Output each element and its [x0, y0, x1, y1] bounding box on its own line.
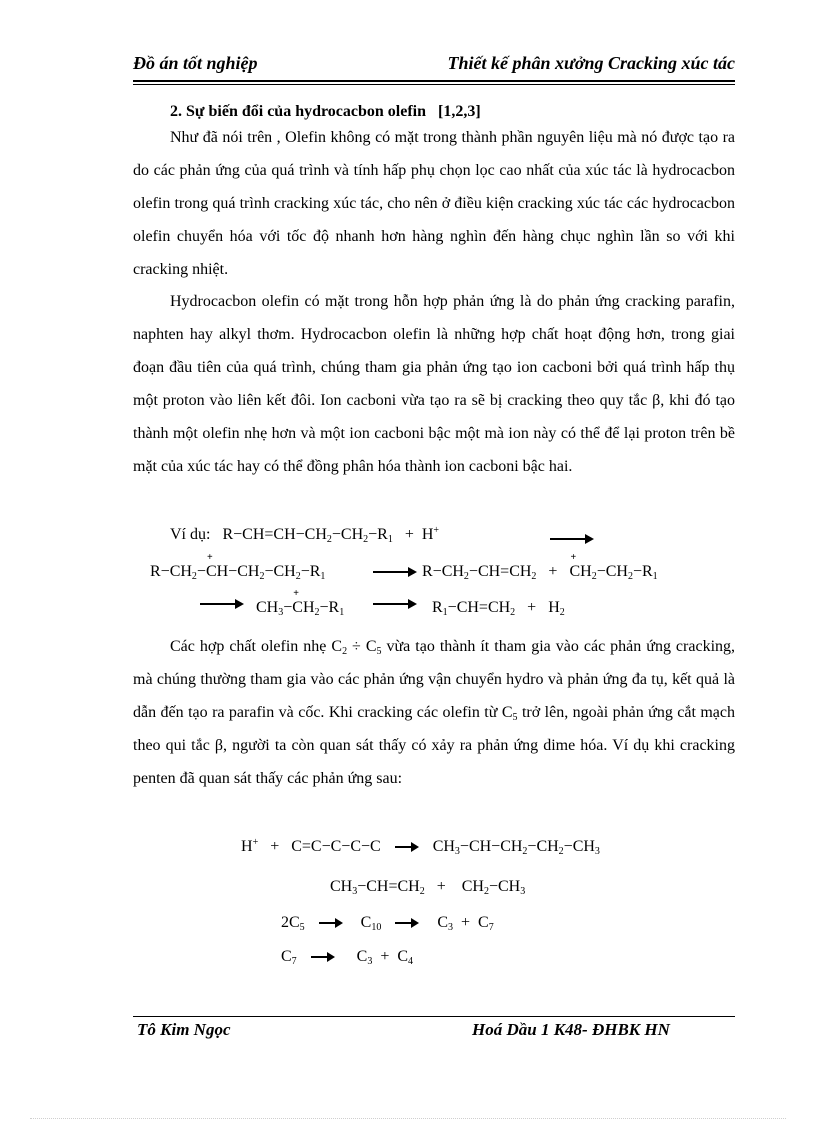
- paragraph-3-text-c: trở lên, ngoài phản ứng cắt mạch theo qui tắc β, người ta còn quan sát thấy có xảy ra phản ứng dime hóa. Ví dụ khi cracking penten đã quan sát thấy các phản ứng sau:: [133, 704, 735, 787]
- paragraph-3-text-a: Các hợp chất olefin nhẹ: [170, 638, 332, 655]
- section-heading: [170, 103, 481, 121]
- paragraph-2-text: Hydrocacbon olefin có mặt trong hỗn hợp phản ứng là do phản ứng cracking parafin, naphten hay alkyl thơm. Hydrocacbon olefin là những hợp chất hoạt động hơn, trong giai đoạn đầu tiên của quá trình, chúng tham gia phản ứng tạo ion cacboni bởi quá trình hấp thụ một proton vào liên kết đôi. Ion cacboni vừa tạo ra sẽ bị cracking theo quy tắc β, khi đó tạo thành một olefin nhẹ hơn và một ion cacboni bậc một mà ion này có thể để lại proton trên bề mặt của xúc tác hay có thể đồng phân hóa thành ion cacboni bậc hai.: [133, 293, 735, 475]
- section-refs: [1,2,3]: [438, 103, 481, 120]
- example-equation-3-products: $R_1-CH=CH_2 + H_2$: [432, 599, 565, 618]
- page-header: [133, 53, 735, 79]
- section-title: 2. Sự biến đổi của hydrocacbon olefin: [170, 103, 427, 120]
- example-label: Ví dụ:: [170, 526, 211, 543]
- reaction-3: $2C_5$ $C_{10}$ $C_3 + C_7$: [281, 914, 494, 933]
- footer-rule: [133, 1016, 735, 1017]
- header-right: Thiết kế phân xưởng Cracking xúc tác: [447, 53, 735, 73]
- example-equation-3: $CH_3-+ CH_2-R_1$: [256, 599, 344, 617]
- header-rule: [133, 80, 735, 82]
- paragraph-2: [133, 285, 735, 483]
- header-rule-thin: [133, 84, 735, 85]
- example-equation-2: $R-CH_2-+ CH-CH_2-CH_2-R_1$: [150, 563, 325, 581]
- reaction-4: $C_7$ $C_3 + C_4$: [281, 948, 414, 967]
- paragraph-3-text-b: vừa tạo thành ít tham gia vào các phản ứng cracking, mà chúng thường tham gia vào các phản ứng vận chuyển hydro và phản ứng đa tụ, kết quả là dẫn đến tạo ra parafin và cốc. Khi cracking các olefin từ: [133, 638, 736, 721]
- reaction-2: $CH_3-CH=CH_2$ + $CH_2-CH_3$: [330, 878, 526, 897]
- paragraph-1-text: Như đã nói trên , Olefin không có mặt trong thành phần nguyên liệu mà nó được tạo ra do các phản ứng của quá trình và tính hấp phụ chọn lọc cao nhất của xúc tác là hydrocacbon olefin trong quá trình cracking xúc tác, cho nên ở điều kiện cracking xúc tác các hydrocacbon olefin chuyển hóa với tốc độ nhanh hơn hàng nghìn đến hàng chục nghìn lần so với khi cracking nhiệt.: [133, 129, 735, 278]
- header-left: Đồ án tốt nghiệp: [133, 53, 258, 73]
- paragraph-1: [133, 121, 735, 286]
- reaction-arrow: [373, 571, 415, 573]
- reaction-arrow: [373, 603, 415, 605]
- example-equation-2-products: $R-CH_2-CH=CH_2$ + + $CH_2-CH_2-R_1$: [422, 563, 658, 581]
- paragraph-3: Các hợp chất olefin nhẹ $C_2 \div C_5$ vừa tạo thành ít tham gia vào các phản ứng cracking, mà chúng thường tham gia vào các phản ứng vận chuyển hydro và phản ứng đa tụ, kết quả là dẫn đến tạo ra parafin và cốc. Khi cracking các olefin từ $C_5$ trở lên, ngoài phản ứng cắt mạch theo qui tắc β, người ta còn quan sát thấy có xảy ra phản ứng dime hóa. Ví dụ khi cracking penten đã quan sát thấy các phản ứng sau:: [133, 638, 736, 787]
- example-equation-1: Ví dụ: $R-CH=CH-CH_2-CH_2-R_1 + H^+$: [170, 525, 440, 545]
- footer-right: Hoá Dầu 1 K48- ĐHBK HN: [472, 1020, 670, 1039]
- reaction-1: H+ + C=C−C−C−C $CH_3-CH-CH_2-CH_2-CH_3$: [241, 837, 600, 857]
- page-footer: [133, 1020, 735, 1046]
- reaction-arrow: [550, 538, 592, 540]
- footer-left: Tô Kim Ngọc: [137, 1020, 231, 1039]
- reaction-arrow: [200, 603, 242, 605]
- page-bottom-border: [30, 1118, 786, 1119]
